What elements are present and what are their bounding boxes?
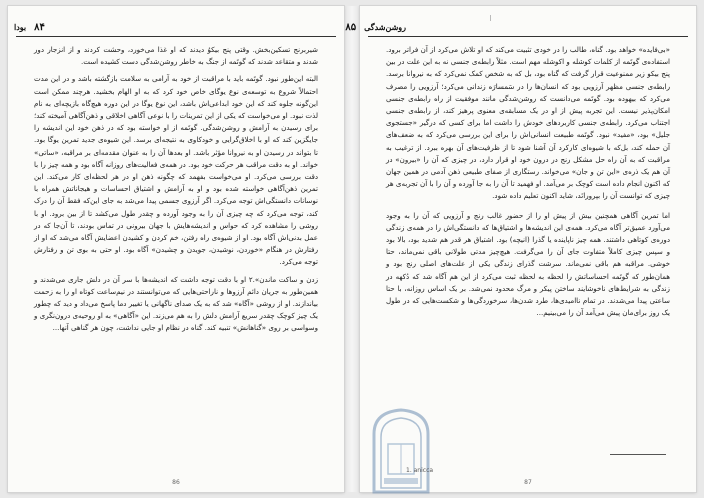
right-paragraph-1: «بی‌فایده» خواهد بود. گناه، طالب را در خودی تثبیت می‌کند که او تلاش می‌کرد از آن فراتر برود. استفاده‌ی گوتَمه از کلمات کوشله و اکوشله مهم است. مثلاً رابطه‌ی جنسی نه به این علت در بین پنج بیکو زیر ممنوعیت قرار گرفت که گناه بود، بل که به شخص کمک نمی‌کرد که به نیروانا برسد. رابطه‌ی جنسی مظهر آرزویی بود که انسان‌ها را در سَمسارَه زندانی می‌کرد؛ آرزویی را مصرف می‌کرد که بیهوده بود. گوتَمه می‌دانست که روشن‌شدگی مانند موفقیت از راه رابطه‌ی جنسی امکان‌پذیر نیست. این تجربه پیش از او در یک مسابقه‌ی معنوی پرهیز کند، از رابطه‌ی جنسی اجتناب می‌کرد. رابطه‌ی جنسی کاربردهای خودش را داشت اما برای کسی که درگیر «جستجوی جلیل» بود، «مفید» نبود. گوتَمه طبیعت انسانی‌اش را برای این بررسی می‌کرد که به ضعف‌های آن حمله کند، بل‌که با شیوه‌ای کارکرد آن آشنا شود تا از ظرفیت‌های آن بهره ببرد. از ترغیب به مراقبت که به آن راه حل مشکل رنج در درون خود او قرار دارد، در چیزی که آن را «بیرون» در آن هم یک ذره‌ی «این تن و جان» می‌خواند. رستگاری از صفای طبیعی ذهن آدمی در همین جهان که اکنون انجام داده است کوچک بر می‌آمد. او فهمید تا آن را به جا آورده و آن را با آن تجربه‌ی هر چیزی که توانست آن را بپرورانَد، شاید اکنون تعلیم داده شود. — [386, 45, 670, 201]
scan-mark — [490, 15, 491, 21]
right-header-page-number: ۸۵ — [345, 21, 357, 33]
left-body-text — [34, 44, 318, 335]
left-paragraph-1: شیربرنج تسکین‌بخش. وقتی پنج بیکوُ دیدند که او غذا می‌خورد، وحشت کردند و از انزجار دور شدند و متقاعد شدند که گوتَمه از جنگ به خاطر روشن‌شدگی دست کشیده است. — [34, 45, 318, 67]
right-page — [345, 6, 696, 492]
right-paragraph-2: اما تمرین آگاهی همچنین بیش از پیش او را از حضور غالب رنج و آرزویی که آن را به وجود می‌آورد عمیق‌تر آگاه می‌کرد. همه‌ی این اندیشه‌ها و اشتیاق‌ها که دانستگی‌اش را در همه‌ی زندگی دوره‌ی کوتاهی داشتند. همه چیز ناپاینده یا گذرا (انیچه) بود. اشتیاق هر قدر هم شدید بود، بالا بود و سپس چیزی کاملاً متفاوت جای آن را می‌گرفت. هیچ‌چیز مدتی طولانی باقی نمی‌ماند، حتا خوشی. مراقبه هم باقی نمی‌ماند. سرشت گذرای زندگی یکی از علت‌های اصلی رنج بود و همان‌طور که گوتَمه احساساتش را لحظه به لحظه ثبت می‌کرد از این هم آگاه شد که دُکهه در زندگی به شرایط‌های ناخوشایند ساختن پیکر و مرگ محدود نمی‌شد. بر یک اساس روزانه، با حتا ساعتی پیدا می‌شدند. در تمام ناامیدی‌ها، طرد شدن‌ها، سرخوردگی‌ها و شکست‌هایی که در طول یک روز برای‌مان پیش می‌آمد آن را می‌بینیم... — [386, 210, 670, 318]
right-header-title: روشن‌شدگی — [364, 22, 406, 32]
footnote-text: 1. anicca — [406, 467, 434, 474]
right-footer-page-number: 87 — [524, 479, 532, 486]
left-footer-page-number: 86 — [172, 479, 180, 486]
right-body-text — [386, 44, 670, 319]
left-running-header — [14, 20, 45, 34]
left-header-title: بودا — [14, 22, 27, 32]
right-running-header — [345, 20, 406, 34]
left-paragraph-3: زدن و ساکت ماندن».۲ او با دقت توجه داشت که اندیشه‌ها با سر آن در دلش جاری می‌شدند و همین‌طور به جریان دائم آرزوها و ناراحتی‌هایی که می‌توانستند در نیم‌ساعت کوتاه او را به زحمت بیاندازند. او از روشی «آگاه» شد که به یک صدای ناگهانی یا تغییر دما پاسخ می‌داد و دید که چطور یک چیز کوچک چقدر سریع آرامش دلش را به هم می‌زند. این «آگاهی» به او روحیه‌ی درون‌نگری و وسواسی بر روی «گناهانش» تنبیه کند. گناه در نظام او جایی نداشت، چون هر گناهی آنها... — [33, 274, 318, 333]
right-header-rule — [368, 36, 688, 37]
book-gutter — [344, 6, 360, 492]
left-header-rule — [16, 36, 336, 37]
footnote-rule — [610, 454, 666, 455]
left-page — [8, 6, 344, 492]
left-paragraph-2: البته این‌طور نبود. گوتَمه باید با مراقبت از خود به آرامی به سلامت بازگشته باشد و در این مدت احتمالاً شروع به توسعه‌ی نوع یوگای خاص خود کرد که به او الهام بخشید. هرچند ممکن است این‌گونه جلوه کند که این خود ابداعی‌اش باشد، این نوع یوگا در این دوره هیچ‌گاه بازیچه‌ای به نام لذت نبود. او می‌خواست که یکی از این تمرینات را با نوعی آگاهی اخلاقی و ذهن‌آگاهی آمیخته کند؛ برای رسیدن به آرامش و روشن‌شدگی. گوتَمه از او خواسته بود که در ذهن خود این اندیشه را جایگزین کند که او با اخلاق‌گرایی و خودکاوی به نتیجه‌ای برسد. این شیوه‌ی جدید تمرین یوگا بود. تا بتواند در رسیدن او به نیروانا مؤثر باشد. او بعدها آن را به عنوان مقدمه‌ای بر مراقبه، «ساتی» خواند. او به دقت مراقب هر حرکت خود بود. در همه‌ی فعالیت‌های روزانه آگاه بود و همه چیز را با دقت بررسی می‌کرد. او می‌خواست بفهمد که چگونه ذهن او در هر لحظه‌ای کار می‌کند. این تمرین ذهن‌آگاهی خواسته شده بود و او به آرامش و اشتیاق احساسات و هیجاناتش همراه با نوسانات دانستگی‌اش توجه می‌کرد. اگر آرزوی جسمی پیدا می‌شد به جای این‌که فقط آن را درک کند، توجه می‌کرد که چه چیزی آن را به وجود آورده و چقدر طول می‌کشد تا از بین برود. او با روشی را مشاهده کرد که حواس و اندیشه‌هایش با جهان بیرونی در تماس بودند، تا آن‌جا که در عمل بدنی‌اش آگاه بود. او از شیوه‌ی راه رفتن، خم کردن و کشیدن اعضایش آگاه می‌شد که او از رفتارش در هنگام «خوردن، نوشیدن، جویدن و چشیدن» آگاه بود. او حتی به بوی تن و رفتارش توجه می‌کرد. — [34, 74, 318, 267]
left-header-page-number: ۸۴ — [34, 21, 45, 33]
